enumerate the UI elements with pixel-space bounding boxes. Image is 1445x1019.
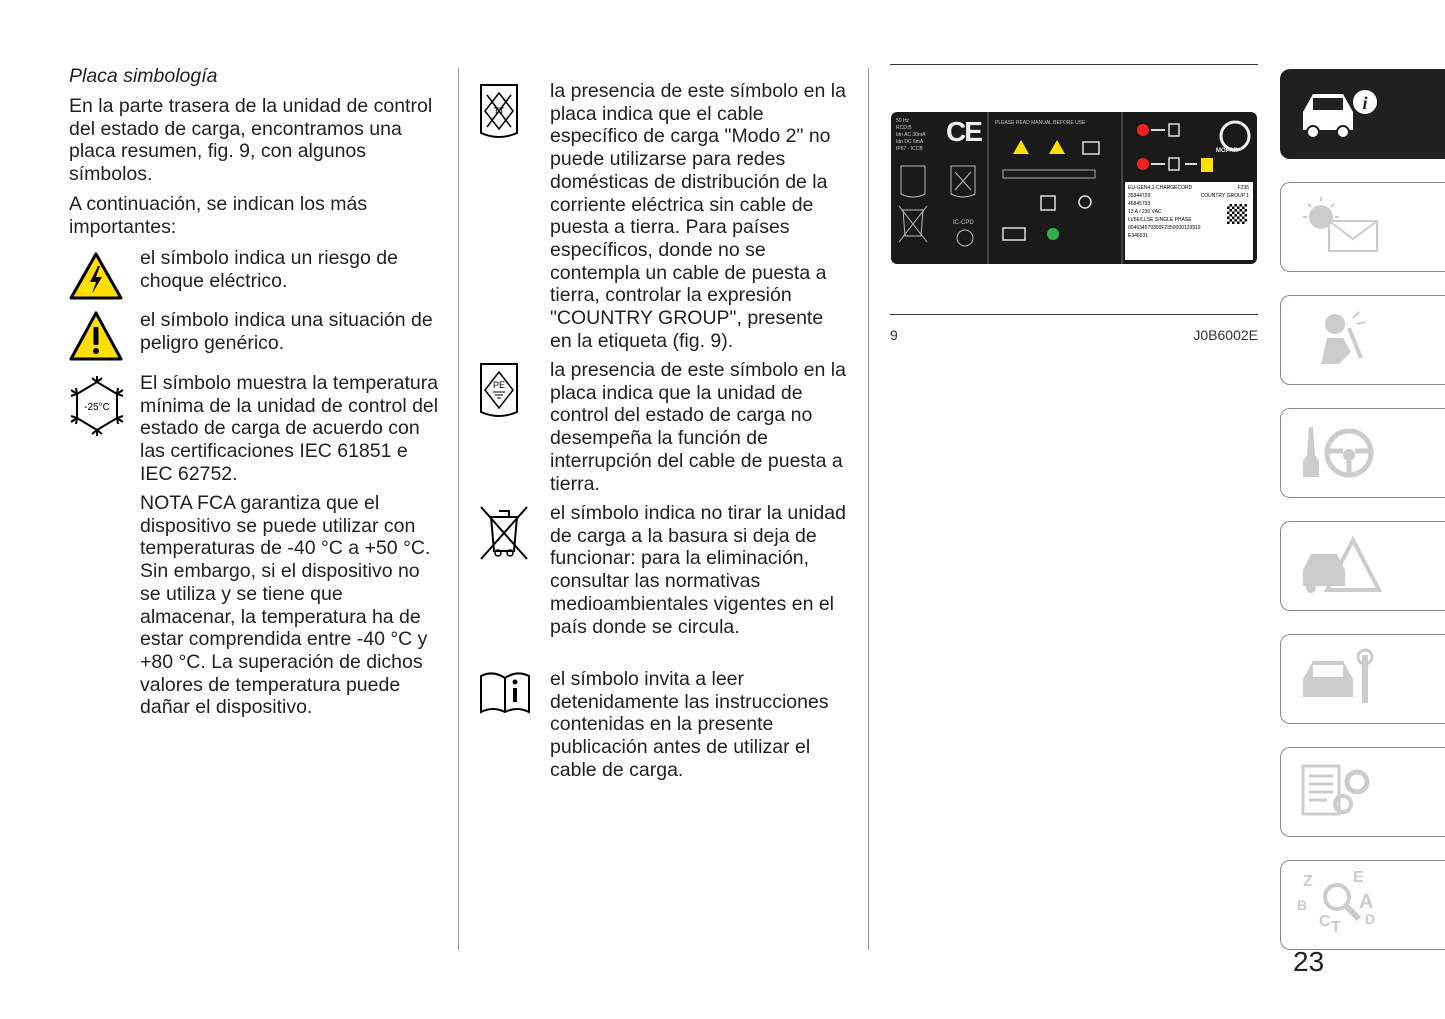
- tab-starting-driving[interactable]: [1280, 408, 1445, 498]
- magnifier-icon: [1319, 879, 1363, 923]
- label-divider: [987, 112, 989, 264]
- car-wrench-icon: [1299, 647, 1399, 709]
- symbol-text: el símbolo indica un riesgo de choque eléctrico.: [140, 247, 398, 292]
- spec-line: RCD:B: [896, 125, 912, 131]
- general-danger-warning-icon: [69, 311, 123, 366]
- index-letter: T: [1331, 919, 1341, 936]
- snowflake-temperature-icon: [69, 376, 125, 441]
- info-line: 004634579300F2350000129919: [1128, 225, 1201, 231]
- label-warning-text: PLEASE READ MANUAL BEFORE USE: [995, 120, 1086, 126]
- temperature-icon-label: -25°C: [84, 402, 110, 413]
- note-paragraph: NOTA FCA garantiza que el dispositivo se puede utilizar con temperaturas de -40 °C a +50 °C. Sin embargo, si el dispositivo no se utiliza y se tiene que almacenar, la temperatura ha de estar comprendida entre -40 °C y +80 °C. La superación de dichos valores de temperatura puede dañar el dispositivo.: [140, 492, 431, 719]
- index-letter: Z: [1303, 873, 1313, 890]
- index-letter: E: [1353, 869, 1364, 886]
- icfd-text: IC-CPD: [953, 220, 974, 226]
- info-right-2: COUNTRY GROUP 1: [1200, 193, 1249, 199]
- intro-paragraph-2: A continuación, se indican los más importantes:: [69, 193, 368, 238]
- symbol-text: El símbolo muestra la temperatura mínima de la unidad de control del estado de carga de acuerdo con las certificaciones IEC 61851 e IEC 62752.: [140, 372, 439, 485]
- figure-number: 9: [890, 327, 898, 343]
- spec-line: Idn AC 30mA: [896, 132, 926, 138]
- spec-line: IP67 - ICCB: [896, 146, 923, 152]
- label-info-box: [1125, 182, 1253, 260]
- pe-earth-icon: [479, 362, 519, 425]
- figure-code: J0B6002E: [1193, 327, 1258, 343]
- info-line: E346031: [1128, 233, 1149, 239]
- tt-network-prohibited-icon: [479, 83, 519, 146]
- info-line: 13 A / 230 VAC: [1128, 209, 1162, 215]
- section-heading: Placa simbología: [69, 65, 218, 87]
- car-emergency-triangle-icon: [1299, 534, 1399, 596]
- car-info-icon: [1299, 82, 1399, 144]
- qr-code-icon: [1227, 204, 1247, 224]
- crossed-bin-icon: [479, 505, 529, 566]
- tab-servicing[interactable]: [1280, 634, 1445, 724]
- tab-index[interactable]: [1280, 860, 1445, 950]
- index-letter: B: [1297, 897, 1308, 913]
- charging-unit-label-figure: [891, 112, 1257, 264]
- svg-text:i: i: [1362, 93, 1368, 113]
- tab-technical-data[interactable]: [1280, 747, 1445, 837]
- document-gears-icon: [1299, 760, 1399, 822]
- spec-line: Idn DC 6mA: [896, 139, 924, 145]
- label-specs: [896, 118, 925, 153]
- alphabet-index-icon: [1297, 869, 1387, 939]
- info-line: 35344729: [1128, 193, 1151, 199]
- label-panel-2-icons: [991, 130, 1119, 260]
- key-steering-wheel-icon: [1299, 421, 1399, 483]
- label-divider: [1121, 112, 1123, 264]
- spec-line: 50 Hz: [896, 118, 910, 124]
- tab-getting-to-know-car[interactable]: [1280, 69, 1445, 159]
- index-letter: C: [1319, 913, 1331, 930]
- warning-light-message-icon: [1299, 195, 1399, 257]
- label-panel-1-icons: [895, 160, 991, 260]
- tab-emergency[interactable]: [1280, 521, 1445, 611]
- brand-text: MOPAR: [1216, 148, 1238, 154]
- pe-icon-label: PE: [492, 380, 506, 390]
- symbol-text: la presencia de este símbolo en la placa indica que la unidad de control del estado de carga no desempeña la función de interrupción del cable de puesta a tierra.: [550, 359, 846, 495]
- tt-icon-label: TT: [493, 106, 505, 116]
- page-number: 23: [1293, 946, 1325, 977]
- read-manual-icon: [479, 670, 531, 719]
- info-line: 46845793: [1128, 201, 1151, 207]
- intro-paragraph: En la parte trasera de la unidad de control del estado de carga, encontramos una placa resumen, fig. 9, con algunos símbolos.: [69, 95, 433, 186]
- tab-instrument-panel[interactable]: [1280, 182, 1445, 272]
- index-letter: A: [1359, 891, 1374, 913]
- ce-mark: CE: [946, 116, 981, 147]
- index-letter: D: [1365, 911, 1376, 927]
- info-line: LV5E/LLSE SINGLE PHASE: [1128, 217, 1192, 223]
- column-divider-2: [868, 68, 869, 950]
- info-line: EU-GEN4.1-CHARGECORD: [1128, 185, 1193, 191]
- column-divider-1: [458, 68, 459, 950]
- airbag-passenger-icon: [1299, 308, 1399, 370]
- tab-safety[interactable]: [1280, 295, 1445, 385]
- symbol-text: la presencia de este símbolo en la placa indica que el cable específico de carga "Modo 2" no puede utilizarse para redes domésticas de distribución de la corriente eléctrica sin cable de puesta a tierra. Para países específicos, donde no se contempla un cable de puesta a tierra, controlar la expresión "COUNTRY GROUP", presente en la etiqueta (fig. 9).: [550, 80, 846, 352]
- figure-top-rule: [890, 64, 1258, 65]
- symbol-text: el símbolo indica una situación de peligro genérico.: [140, 309, 433, 354]
- symbol-text: el símbolo indica no tirar la unidad de carga a la basura si deja de funcionar: para la eliminación, consultar las normativas medioambientales vigentes en el país donde se circula.: [550, 502, 846, 638]
- electric-shock-warning-icon: [69, 252, 123, 305]
- symbol-text: el símbolo invita a leer detenidamente las instrucciones contenidas en la presente publicación antes de utilizar el cable de carga.: [550, 668, 829, 781]
- info-right-1: F235: [1237, 185, 1249, 191]
- figure-caption-rule: [890, 314, 1258, 315]
